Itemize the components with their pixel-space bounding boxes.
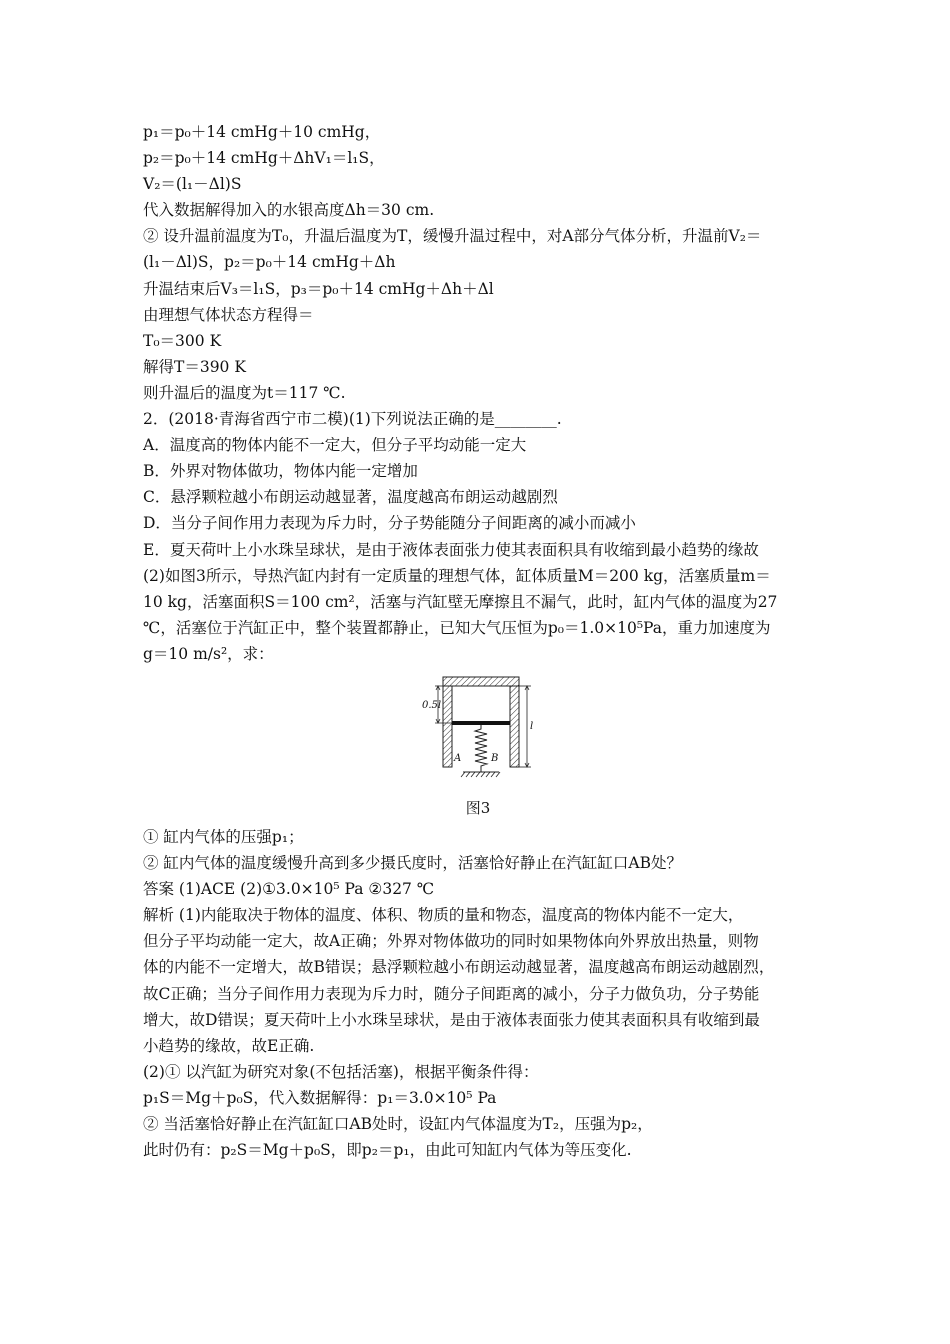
text-line: E．夏天荷叶上小水珠呈球状，是由于液体表面张力使其表面积具有收缩到最小趋势的缘故: [143, 540, 759, 559]
text-line: A．温度高的物体内能不一定大，但分子平均动能一定大: [143, 436, 527, 455]
figure-3: [143, 667, 813, 792]
text-line: 此时仍有：p₂S＝Mg＋p₀S，即p₂＝p₁，由此可知缸内气体为等压变化.: [143, 1141, 632, 1160]
text-line: g＝10 m/s²，求：: [143, 644, 274, 663]
cylinder-piston-diagram: [421, 669, 541, 791]
piston: [452, 721, 510, 725]
text-line: 10 kg，活塞面积S＝100 cm²，活塞与汽缸壁无摩擦且不漏气，此时，缸内气体的温度为27: [143, 592, 778, 611]
text-line: B．外界对物体做功，物体内能一定增加: [143, 462, 418, 481]
document-body: [143, 119, 813, 1163]
text-block-bottom: [143, 824, 813, 1163]
text-line: 2．(2018·青海省西宁市二模)(1)下列说法正确的是________.: [143, 410, 562, 429]
text-line: 答案 (1)ACE (2)①3.0×10⁵ Pa ②327 ℃: [143, 880, 435, 899]
text-line: 故C正确；当分子间作用力表现为斥力时，随分子间距离的减小，分子力做负功，分子势能: [143, 984, 760, 1003]
label-l: l: [530, 720, 534, 732]
ground-hatch: [461, 772, 500, 777]
text-line: (l₁－Δl)S，p₂＝p₀＋14 cmHg＋Δh: [143, 253, 396, 272]
text-line: ℃，活塞位于汽缸正中，整个装置都静止，已知大气压恒为p₀＝1.0×10⁵Pa，重力加速度为: [143, 618, 771, 637]
figure-caption: 图3: [465, 798, 491, 817]
cylinder-left-wall: [443, 686, 452, 767]
text-line: ② 当活塞恰好静止在汽缸缸口AB处时，设缸内气体温度为T₂，压强为p₂，: [143, 1115, 653, 1133]
text-line: T₀＝300 K: [143, 331, 222, 350]
text-line: p₁＝p₀＋14 cmHg＋10 cmHg，: [143, 123, 381, 141]
text-line: (2)① 以汽缸为研究对象(不包括活塞)，根据平衡条件得：: [143, 1062, 539, 1081]
text-line: C．悬浮颗粒越小布朗运动越显著，温度越高布朗运动越剧烈: [143, 488, 558, 507]
text-line: p₁S＝Mg＋p₀S，代入数据解得：p₁＝3.0×10⁵ Pa: [143, 1088, 497, 1107]
text-line: 由理想气体状态方程得＝: [143, 305, 314, 324]
text-block-top: [143, 119, 813, 667]
text-line: ② 缸内气体的温度缓慢升高到多少摄氏度时，活塞恰好静止在汽缸缸口AB处？: [143, 854, 683, 873]
text-line: 解得T＝390 K: [143, 357, 246, 376]
text-line: 代入数据解得加入的水银高度Δh＝30 cm.: [143, 201, 435, 220]
text-line: 增大，故D错误；夏天荷叶上小水珠呈球状，是由于液体表面张力使其表面积具有收缩到最: [143, 1010, 760, 1029]
text-line: 小趋势的缘故，故E正确.: [143, 1036, 315, 1055]
cylinder-right-wall: [510, 686, 519, 767]
text-line: ① 缸内气体的压强p₁；: [143, 827, 304, 846]
text-line: p₂＝p₀＋14 cmHg＋ΔhV₁＝l₁S，: [143, 149, 385, 168]
text-line: D．当分子间作用力表现为斥力时，分子势能随分子间距离的减小而减小: [143, 514, 636, 533]
text-line: 则升温后的温度为t＝117 ℃.: [143, 383, 346, 402]
text-line: V₂＝(l₁－Δl)S: [143, 175, 242, 194]
text-line: ② 设升温前温度为T₀，升温后温度为T，缓慢升温过程中，对A部分气体分析，升温前V₂＝: [143, 227, 762, 246]
text-line: 解析 (1)内能取决于物体的温度、体积、物质的量和物态，温度高的物体内能不一定大，: [143, 906, 744, 925]
text-line: 升温结束后V₃＝l₁S，p₃＝p₀＋14 cmHg＋Δh＋Δl: [143, 279, 494, 298]
label-half-l: 0.5l: [422, 699, 442, 711]
text-line: 但分子平均动能一定大，故A正确；外界对物体做功的同时如果物体向外界放出热量，则物: [143, 932, 759, 951]
label-a: A: [454, 752, 462, 764]
label-b: B: [491, 752, 499, 764]
text-line: (2)如图3所示，导热汽缸内封有一定质量的理想气体，缸体质量M＝200 kg，活塞质量m＝: [143, 566, 771, 585]
cylinder-top-wall: [443, 677, 519, 686]
spring: [475, 725, 487, 772]
text-line: 体的内能不一定增大，故B错误；悬浮颗粒越小布朗运动越显著，温度越高布朗运动越剧烈，: [143, 958, 775, 977]
